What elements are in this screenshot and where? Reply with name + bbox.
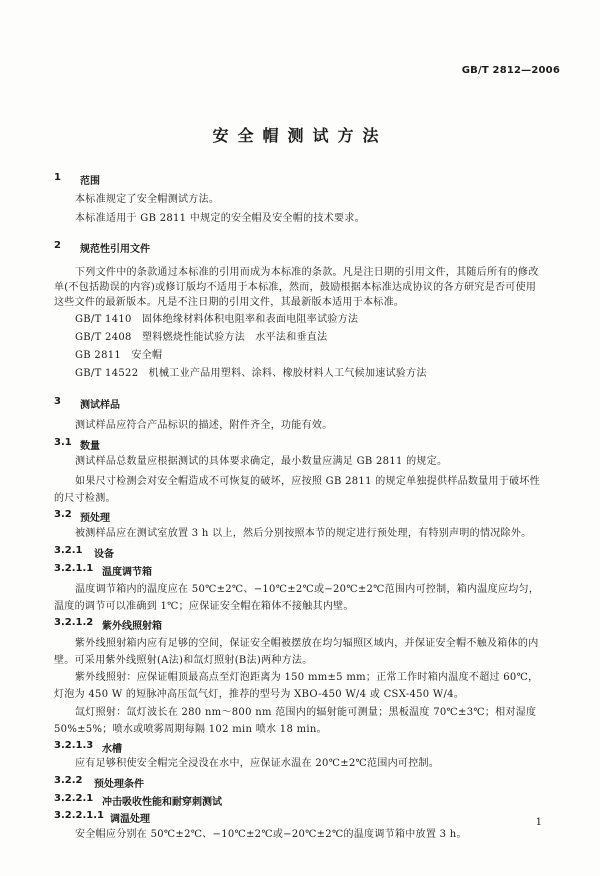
section-number: 1 (54, 172, 61, 183)
paragraph: 本标准适用于 GB 2811 中规定的安全帽及安全帽的技术要求。 (75, 213, 365, 224)
section-number: 3.2.1.3 (54, 740, 94, 751)
reference-item: GB/T 1410 固体绝缘材料体积电阻率和表面电阻率试验方法 (75, 314, 359, 325)
paragraph: 本标准规定了安全帽测试方法。 (75, 194, 220, 205)
section-title: 水槽 (102, 744, 122, 755)
paragraph: 测试样品应符合产品标识的描述，附件齐全，功能有效。 (75, 420, 333, 431)
paragraph: 测试样品总数量应根据测试的具体要求确定，最小数量应满足 GB 2811 的规定。 (75, 456, 448, 467)
section-3-2-heading (54, 509, 110, 524)
section-number: 3.2 (54, 509, 72, 520)
reference-item: GB/T 14522 机械工业产品用塑料、涂料、橡胶材料人工气候加速试验方法 (75, 368, 427, 379)
section-number: 3.2.1 (54, 545, 83, 556)
paragraph: 紫外线照射：应保证帽顶最高点至灯泡距离为 150 mm±5 mm；正常工作时箱内温度不超过 60℃，灯泡为 450 W 的短脉冲高压氙气灯，推荐的型号为 XBO-450 W/4 或 CSX-450 W/4。 (54, 672, 539, 700)
section-1-heading (54, 172, 100, 187)
paragraph: 紫外线照射箱内应有足够的空间，保证安全帽被摆放在均匀辐照区域内，并保证安全帽不触及箱体的内壁。可采用紫外线照射(A法)和氙灯照射(B法)两种方法。 (54, 638, 539, 666)
section-number: 2 (54, 240, 61, 251)
paragraph: 安全帽应分别在 50℃±2℃、−10℃±2℃或−20℃±2℃的温度调节箱中放置 3 h。 (75, 829, 467, 840)
paragraph: 应有足够积使安全帽完全浸没在水中，应保证水温在 20℃±2℃范围内可控制。 (75, 758, 440, 769)
section-3-1-heading (54, 437, 100, 452)
section-title: 冲击吸收性能和耐穿刺测试 (102, 797, 222, 808)
standard-number: GB/T 2812—2006 (461, 65, 560, 76)
section-title: 测试样品 (80, 400, 120, 411)
section-title: 紫外线照射箱 (102, 621, 162, 632)
section-3-2-1-2-heading (54, 617, 162, 632)
section-number: 3.2.1.2 (54, 617, 94, 628)
section-number: 3.2.2.1.1 (54, 810, 104, 821)
section-3-2-1-3-heading (54, 740, 122, 755)
document-title: 安全帽测试方法 (212, 126, 388, 145)
section-title: 规范性引用文件 (80, 244, 150, 255)
section-title: 预处理 (80, 513, 110, 524)
section-title: 设备 (94, 549, 114, 560)
reference-item: GB/T 2408 塑料燃烧性能试验方法 水平法和垂直法 (75, 332, 328, 343)
section-title: 调温处理 (110, 814, 150, 825)
section-number: 3.2.2.1 (54, 793, 94, 804)
page-number: 1 (535, 817, 542, 828)
section-title: 范围 (80, 176, 100, 187)
paragraph: 氙灯照射：氙灯波长在 280 nm～800 nm 范围内的辐射能可测量；黑板温度 70℃±3℃；相对湿度 50%±5%；喷水或喷雾周期每隔 102 min 喷水 18 min。 (54, 707, 537, 735)
section-title: 预处理条件 (94, 779, 144, 790)
section-number: 3.2.1.1 (54, 563, 94, 574)
reference-item: GB 2811 安全帽 (75, 350, 163, 361)
paragraph: 如果尺寸检测会对安全帽造成不可恢复的破坏，应按照 GB 2811 的规定单独提供样品数量用于破坏性的尺寸检测。 (54, 476, 541, 504)
section-3-2-1-heading (54, 545, 114, 560)
section-3-2-2-heading (54, 775, 144, 790)
section-3-heading (54, 396, 120, 411)
section-2-heading (54, 240, 150, 255)
section-title: 数量 (80, 441, 100, 452)
section-title: 温度调节箱 (102, 567, 152, 578)
section-3-2-2-1-1-heading (54, 810, 150, 825)
paragraph: 被测样品应在测试室放置 3 h 以上，然后分别按照本节的规定进行预处理，有特别声明的情况除外。 (75, 528, 532, 539)
section-number: 3.2.2 (54, 775, 83, 786)
paragraph: 下列文件中的条款通过本标准的引用而成为本标准的条款。凡是注日期的引用文件，其随后所有的修改单(不包括勘误的内容)或修订版均不适用于本标准，然而，鼓励根据本标准达成协议的各方研究是否可使用这些文件的最新版本。凡是不注日期的引用文件，其最新版本适用于本标准。 (54, 267, 539, 308)
section-3-2-2-1-heading (54, 793, 222, 808)
section-number: 3.1 (54, 437, 72, 448)
section-3-2-1-1-heading (54, 563, 152, 578)
paragraph: 温度调节箱内的温度应在 50℃±2℃、−10℃±2℃或−20℃±2℃范围内可控制，箱内温度应均匀，温度的调节可以准确到 1℃；应保证安全帽在箱体不接触其内壁。 (54, 584, 540, 612)
section-number: 3 (54, 396, 61, 407)
